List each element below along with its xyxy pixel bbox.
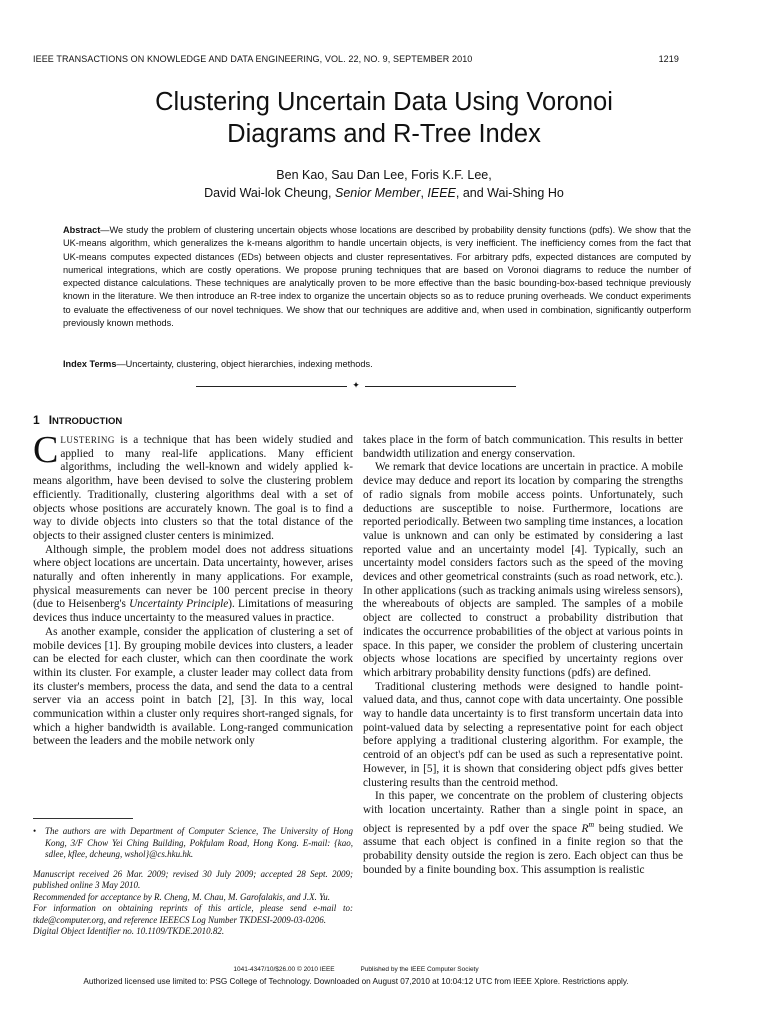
paragraph-text: ). Limitations of measuring devices thus induce uncertainty to the measured values in practice. (33, 598, 353, 625)
index-terms-text: —Uncertainty, clustering, object hierarchies, indexing methods. (116, 359, 373, 369)
paragraph (33, 544, 353, 626)
reprints-info: For information on obtaining reprints of this article, please send e-mail to: tkde@computer.org, and reference IEEECS Log Number TKDESI-2009-03-0206. (33, 903, 353, 925)
paragraph-text: being studied. We assume that each object is confined in a finite region so that the probability density outside the region is zero. Each object can thus be bounded by a finite bounding box. This assumption is realistic (363, 822, 683, 876)
paragraph (33, 434, 353, 544)
section-number: 1 (33, 413, 40, 427)
footnotes (33, 826, 353, 938)
divider-line-left (196, 386, 347, 387)
paragraph-text: In this paper, we concentrate on the problem of clustering objects with location uncertainty. Rather than a single point in space, an object is represented by a pdf over the space (363, 790, 683, 835)
paragraph: As another example, consider the application of clustering a set of mobile devices [1]. By grouping mobile devices into clusters, a leader can be elected for each cluster, which can then coordinate the work within its cluster. For example, a cluster leader may collect data from its cluster's members, process the data, and send the data to a central server via an access point in batch [2], [3]. In this way, local communication within a cluster only requires short-ranged signals, for which a higher bandwidth is available. Long-ranged communication between the leaders and the mobile network only (33, 625, 353, 748)
authors-line-2-start: David Wai-lok Cheung, (204, 186, 335, 200)
abstract-text: —We study the problem of clustering uncertain objects whose locations are described by probability density functions (pdfs). We show that the UK-means algorithm, which generalizes the k-means algorithm to handle uncertain objects, is very inefficient. The inefficiency comes from the fact that UK-means computes expected distances (EDs) between objects and cluster representatives. For arbitrary pdfs, expected distances are computed by numerical integrations, which are costly operations. We propose pruning techniques that are based on Voronoi diagrams to reduce the number of expected distance calculations. These techniques are analytically proven to be more effective than the basic bounding-box-based technique previously known in the literature. We then introduce an R-tree index to organize the uncertain objects so as to reduce pruning overheads. We conduct experiments to evaluate the effectiveness of our novel techniques. We show that our techniques are additive and, when used in combination, significantly outperform previously known methods. (63, 225, 691, 329)
section-title-rest: NTRODUCTION (52, 416, 123, 427)
recommended-by: Recommended for acceptance by R. Cheng, M. Chau, M. Garofalakis, and J.X. Yu. (33, 891, 331, 902)
paragraph-text: Although simple, the problem model does not address situations where object locations are uncertain. Data uncertainty, however, arises naturally and often inherently in many applications. For example, physical measurements can never be 100 percent precise in theory (due to Heisenberg's (33, 543, 353, 611)
authors-line-2-end: , and Wai-Shing Ho (455, 186, 564, 200)
title-line-1: Clustering Uncertain Data Using Voronoi (155, 88, 613, 116)
authors-line-1: Ben Kao, Sau Dan Lee, Foris K.F. Lee, (276, 168, 492, 182)
running-header (33, 54, 679, 64)
author-list (40, 166, 728, 202)
publication-line (33, 966, 679, 973)
page-number: 1219 (658, 54, 679, 64)
index-terms-label: Index Terms (63, 359, 117, 369)
left-column (33, 434, 353, 806)
paragraph: Traditional clustering methods were designed to handle point-valued data, and thus, cannot cope with data uncertainty. One possible way to handle data uncertainty is to first transform uncertain data into point-valued data by selecting a representative point for each object before applying a traditional clustering algorithm. For example, the centroid of an object's pdf can be used as such a representative point. However, in [5], it is shown that considering object pdfs gives better clustering results than the centroid method. (363, 680, 683, 789)
footnote-text: The authors are with Department of Computer Science, The University of Hong Kong, 3/F Chow Yei Ching Building, Pokfulam Road, Hong Kong. E-mail: {kao, sdlee, kflee, dcheung, wshol}@cs.hku.hk. (45, 826, 353, 859)
section-heading (33, 413, 353, 427)
paper-title (40, 86, 728, 150)
author-membership: Senior Member (335, 186, 421, 200)
math-symbol: R (581, 822, 589, 835)
doi: Digital Object Identifier no. 10.1109/TKDE.2010.82. (33, 926, 225, 936)
index-terms (63, 358, 691, 371)
journal-info: IEEE TRANSACTIONS ON KNOWLEDGE AND DATA ENGINEERING, VOL. 22, NO. 9, SEPTEMBER 2010 (33, 54, 473, 64)
title-line-2: Diagrams and R-Tree Index (227, 120, 541, 148)
section-title-initial: I (48, 413, 53, 427)
divider-line-right (365, 386, 516, 387)
license-notice: Authorized licensed use limited to: PSG College of Technology. Downloaded on August 07,2010 at 10:04:12 UTC from IEEE Xplore. Restrictions apply. (83, 977, 629, 986)
manuscript-dates: Manuscript received 26 Mar. 2009; revised 30 July 2009; accepted 28 Sept. 2009; published online 3 May 2010. (33, 868, 353, 890)
section-divider (196, 379, 516, 393)
footnote-rule (33, 818, 133, 819)
smallcaps-word: LUSTERING (60, 435, 115, 445)
publisher: Published by the IEEE Computer Society (360, 966, 479, 973)
math-superscript: m (588, 819, 595, 829)
paragraph-text: is a technique that has been widely studied and applied to many real-life applications. Many efficient algorithms, including the well-known and widely applied k-means algorithm, have been devised to solve the clustering problem efficiently. Traditionally, clustering algorithms deal with a set of objects whose positions are accurately known. The goal is to find a way to divide objects into clusters so that the total distance of the objects to their assigned cluster centers is minimized. (33, 434, 353, 542)
paragraph: We remark that device locations are uncertain in practice. A mobile device may deduce and report its location by comparing the strengths of radio signals from mobile access points. Unfortunately, such deductions are susceptible to noise. Furthermore, locations are reported periodically. Between two sampling time instances, a location value is unknown and can only be estimated by considering a last reported value and an uncertainty model [4]. Typically, such an uncertainty model considers factors such as the speed of the moving devices and other geometrical constraints (such as road network, etc.). In other applications (such as tracking animals using wireless sensors), the whereabouts of objects are sampled. The samples of a mobile object are collected to construct a probability distribution that indicates the occurrence probabilities of the object at various points in space. In this paper, we consider the problem of clustering uncertain objects whose locations are specified by uncertainty regions over which arbitrary probability density functions (pdfs) are defined. (363, 461, 683, 679)
paragraph (363, 790, 683, 877)
bullet-icon: • (33, 826, 37, 836)
divider-ornament-icon: ✦ (352, 381, 360, 391)
authors-separator: , (420, 186, 428, 200)
drop-cap: C (33, 434, 59, 471)
paragraph: takes place in the form of batch communication. This results in better bandwidth utilization and energy conservation. (363, 434, 683, 460)
abstract-label: Abstract (63, 225, 101, 235)
author-org: IEEE (427, 186, 456, 200)
issn-copyright: 1041-4347/10/$26.00 © 2010 IEEE (233, 966, 335, 973)
affiliation-note (33, 826, 353, 861)
right-column (363, 434, 683, 966)
emphasis: Uncertainty Principle (129, 598, 229, 611)
abstract (63, 224, 691, 330)
